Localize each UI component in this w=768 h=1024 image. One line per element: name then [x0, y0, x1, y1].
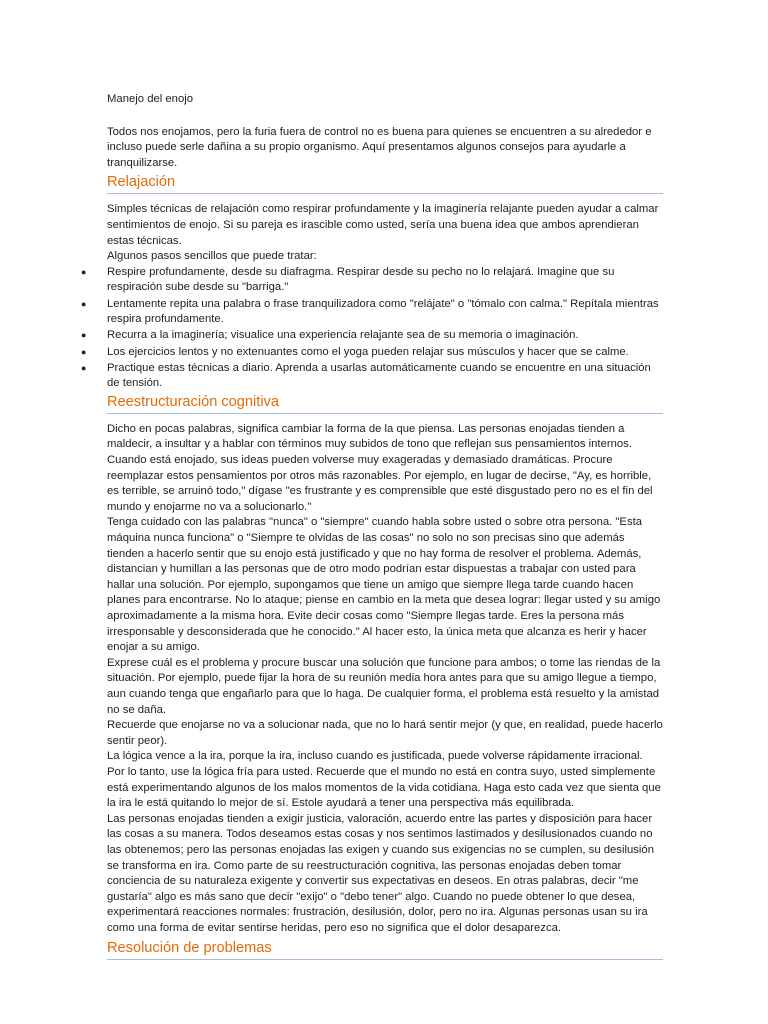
paragraph: Recuerde que enojarse no va a solucionar nada, que no lo hará sentir mejor (y que, en realidad, puede hacerlo sentir peor).: [107, 719, 663, 747]
list-item: [81, 328, 663, 344]
bullet-icon: ●: [81, 330, 87, 341]
list-item-text: Recurra a la imaginería; visualice una experiencia relajante sea de su memoria o imaginación.: [107, 329, 579, 342]
bullet-icon: ●: [81, 266, 87, 277]
paragraph: Tenga cuidado con las palabras "nunca" o "siempre" cuando habla sobre usted o sobre otra persona. "Esta máquina nunca funciona" o "Siempre te olvidas de las cosas" no solo no son precisas sino que además tienden a hacerlo sentir que su enojo está justificado y que no hay forma de resolver el problema. Además, distancian y humillan a las personas que de otro modo podrían estar dispuestas a trabajar con usted para hallar una solución. Por ejemplo, supongamos que tiene un amigo que siempre llega tarde cuando hacen planes para encontrarse. No lo ataque; piense en cambio en la meta que desea lograr: llegar usted y su amigo aproximadamente a la misma hora. Evite decir cosas como "Siempre llegas tarde. Eres la persona más irresponsable y desconsiderada que he conocido." Al hacer esto, la única meta que alcanza es herir y hacer enojar a su amigo.: [107, 516, 661, 654]
list-item-text: Los ejercicios lentos y no extenuantes como el yoga pueden relajar sus músculos y hacer que se calme.: [107, 345, 629, 358]
document-page: [81, 92, 663, 968]
list-item: [81, 361, 663, 392]
section-heading-reestructuracion: Reestructuración cognitiva: [107, 393, 663, 414]
section-heading-relajacion: Relajación: [107, 173, 663, 194]
list-item: [81, 345, 663, 361]
bullet-icon: ●: [81, 362, 87, 373]
section-heading-resolucion: Resolución de problemas: [107, 939, 663, 960]
paragraph: Simples técnicas de relajación como respirar profundamente y la imaginería relajante pueden ayudar a calmar sentimientos de enojo. Si su pareja es irascible como usted, sería una buena idea que ambos aprendieran estas técnicas.: [107, 203, 659, 247]
list-item-text: Lentamente repita una palabra o frase tranquilizadora como "relájate" o "tómalo con calma." Repítala mientras respira profundamente.: [107, 297, 659, 326]
paragraph: Algunos pasos sencillos que puede tratar:: [107, 250, 317, 263]
list-item: [81, 297, 663, 328]
paragraph: La lógica vence a la ira, porque la ira, incluso cuando es justificada, puede volverse rápidamente irracional. Por lo tanto, use la lógica fría para usted. Recuerde que el mundo no está en contra suyo, usted simplemente está experimentando algunos de los malos momentos de la vida cotidiana. Haga esto cada vez que sienta que la ira le está quitando lo mejor de sí. Estole ayudará a tener una perspectiva más equilibrada.: [107, 750, 661, 810]
list-item-text: Practique estas técnicas a diario. Aprenda a usarlas automáticamente cuando se encuentre en una situación de tensión.: [107, 361, 651, 390]
paragraph: Dicho en pocas palabras, significa cambiar la forma de la que piensa. Las personas enojadas tienden a maldecir, a insultar y a hablar con términos muy subidos de tono que reflejan sus pensamientos internos. Cuando está enojado, sus ideas pueden volverse muy exageradas y demasiado dramáticas. Procure reemplazar estos pensamientos por otros más razonables. Por ejemplo, en lugar de decirse, "Ay, es horrible, es terrible, se arruinó todo," dígase "es frustrante y es comprensible que esté disgustado pero no es el fin del mundo y enojarme no va a solucionarlo.": [107, 422, 653, 513]
intro-paragraph: Todos nos enojamos, pero la furia fuera de control no es buena para quienes se encuentren a su alrededor e incluso puede serle dañina a su propio organismo. Aquí presentamos algunos consejos para ayudarle a tranquilizarse.: [107, 125, 652, 169]
document-title: Manejo del enojo: [107, 93, 194, 105]
bullet-icon: ●: [81, 346, 87, 357]
list-item: [81, 265, 663, 296]
bullet-icon: ●: [81, 298, 87, 309]
paragraph: Exprese cuál es el problema y procure buscar una solución que funcione para ambos; o tome las riendas de la situación. Por ejemplo, puede fijar la hora de su reunión media hora antes para que su amigo llegue a tiempo, aun cuando tenga que engañarlo para que lo haga. De cualquier forma, el problema está resuelto y la amistad no se daña.: [107, 656, 661, 716]
paragraph: Las personas enojadas tienden a exigir justicia, valoración, acuerdo entre las partes y disposición para hacer las cosas a su manera. Todos deseamos estas cosas y nos sentimos lastimados y desilusionados cuando no las obtenemos; pero las personas enojadas las exigen y cuando sus exigencias no se cumplen, su desilusión se transforma en ira. Como parte de su reestructuración cognitiva, las personas enojadas deben tomar conciencia de su naturaleza exigente y convertir sus expectativas en deseos. En otras palabras, decir "me gustaría" algo es más sano que decir "exijo" o "debo tener" algo. Cuando no puede obtener lo que desea, experimentará reacciones normales: frustración, desilusión, dolor, pero no ira. Algunas personas usan su ira como una forma de evitar sentirse heridas, pero eso no significa que el dolor desaparezca.: [107, 812, 654, 934]
section-body: [107, 422, 663, 937]
bullet-list: [81, 265, 663, 392]
list-item-text: Respire profundamente, desde su diafragma. Respirar desde su pecho no lo relajará. Imagine que su respiración sube desde su "barriga.": [107, 265, 615, 294]
